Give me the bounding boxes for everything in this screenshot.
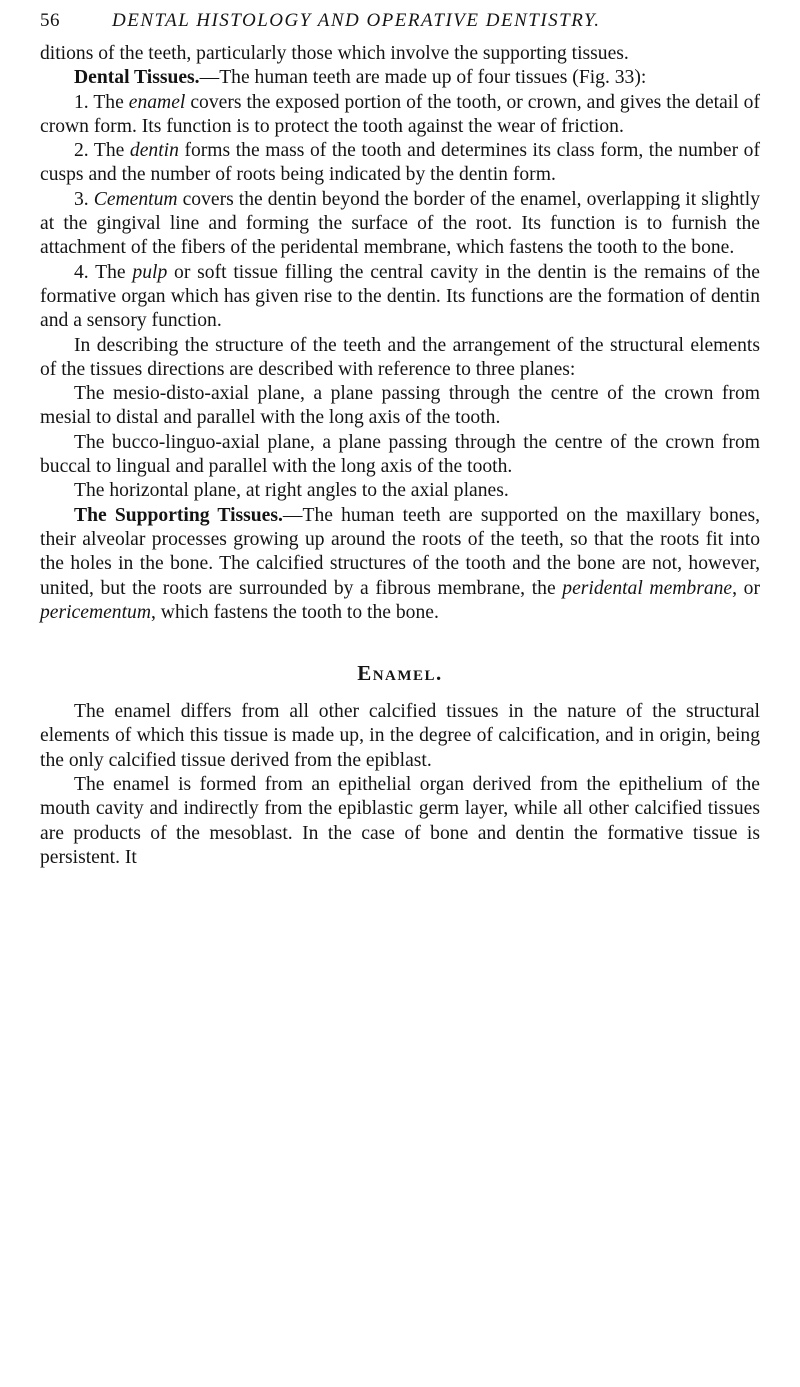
- plane-mesio-disto-axial: The mesio-disto-axial plane, a plane passing through the centre of the crown from mesial to distal and parallel with the long axis of the tooth.: [40, 383, 760, 429]
- item-number: 3.: [74, 188, 94, 210]
- supporting-text: , which fastens the tooth to the bone.: [151, 601, 439, 623]
- list-item-cementum: [40, 188, 760, 261]
- item-term: pulp: [132, 261, 168, 283]
- term-pericementum: pericementum: [40, 601, 151, 623]
- paragraph-supporting-tissues: [40, 504, 760, 625]
- list-item-pulp: [40, 261, 760, 334]
- paragraph-planes: In describing the structure of the teeth and the arrangement of the structural elements of the tissues directions are described with reference to three planes:: [40, 334, 760, 380]
- supporting-text: , or: [732, 577, 760, 599]
- term-peridental-membrane: peridental membrane: [562, 577, 733, 599]
- running-header: [40, 10, 760, 42]
- supporting-text: —The human teeth are supported on the maxillary bones, their alveolar processes growing up around the roots of the teeth, so that the roots fit into the holes in the bone. The calcified structures of the tooth and the bone are not, however, united, but the roots are surrounded by a fibrous membrane, the: [40, 504, 760, 599]
- item-text: covers the dentin beyond the border of the enamel, overlapping it slightly at the gingival line and forming the surface of the root. Its function is to furnish the attachment of the fibers of the peridental membrane, which fastens the tooth to the bone.: [40, 188, 760, 259]
- plane-bucco-linguo-axial: The bucco-linguo-axial plane, a plane passing through the centre of the crown from buccal to lingual and parallel with the long axis of the tooth.: [40, 431, 760, 478]
- paragraph-enamel-differs: The enamel differs from all other calcified tissues in the nature of the structural elements of which this tissue is made up, in the degree of calcification, and in origin, being the only calcified tissue derived from the epiblast.: [40, 701, 760, 771]
- item-text: or soft tissue filling the central cavity in the dentin is the remains of the formative organ which has given rise to the dentin. Its functions are the formation of dentin and a sensory function.: [40, 261, 760, 332]
- paragraph-dental-tissues: [40, 66, 760, 90]
- section-heading-enamel: Enamel.: [357, 661, 443, 686]
- item-term: enamel: [128, 91, 186, 113]
- item-term: Cementum: [93, 188, 178, 210]
- item-term: dentin: [129, 140, 179, 162]
- item-number: 2. The: [74, 140, 130, 162]
- paragraph-continued: ditions of the teeth, particularly those which involve the supporting tissues.: [40, 43, 629, 64]
- dental-tissues-text: —The human teeth are made up of four tissues (Fig. 33):: [199, 67, 647, 89]
- item-text: forms the mass of the tooth and determines its class form, the number of cusps and the number of roots being indicated by the dentin form.: [40, 140, 760, 186]
- page-number: 56: [40, 10, 60, 31]
- plane-horizontal: The horizontal plane, at right angles to the axial planes.: [74, 480, 509, 502]
- heading-supporting-tissues: The Supporting Tissues.: [74, 504, 283, 526]
- item-text: covers the exposed portion of the tooth, or crown, and gives the detail of crown form. Its function is to protect the tooth against the wear of friction.: [40, 91, 760, 137]
- heading-dental-tissues: Dental Tissues.: [74, 67, 200, 89]
- running-title: DENTAL HISTOLOGY AND OPERATIVE DENTISTRY.: [112, 10, 601, 31]
- list-item-enamel: [40, 91, 760, 140]
- item-number: 4. The: [74, 261, 133, 283]
- paragraph-enamel-formed: The enamel is formed from an epithelial organ derived from the epithelium of the mouth cavity and indirectly from the epiblastic germ layer, while all other calcified tissues are products of the mesoblast. In the case of bone and dentin the formative tissue is persistent. It: [40, 774, 760, 868]
- list-item-dentin: [40, 139, 760, 188]
- item-number: 1. The: [74, 91, 129, 113]
